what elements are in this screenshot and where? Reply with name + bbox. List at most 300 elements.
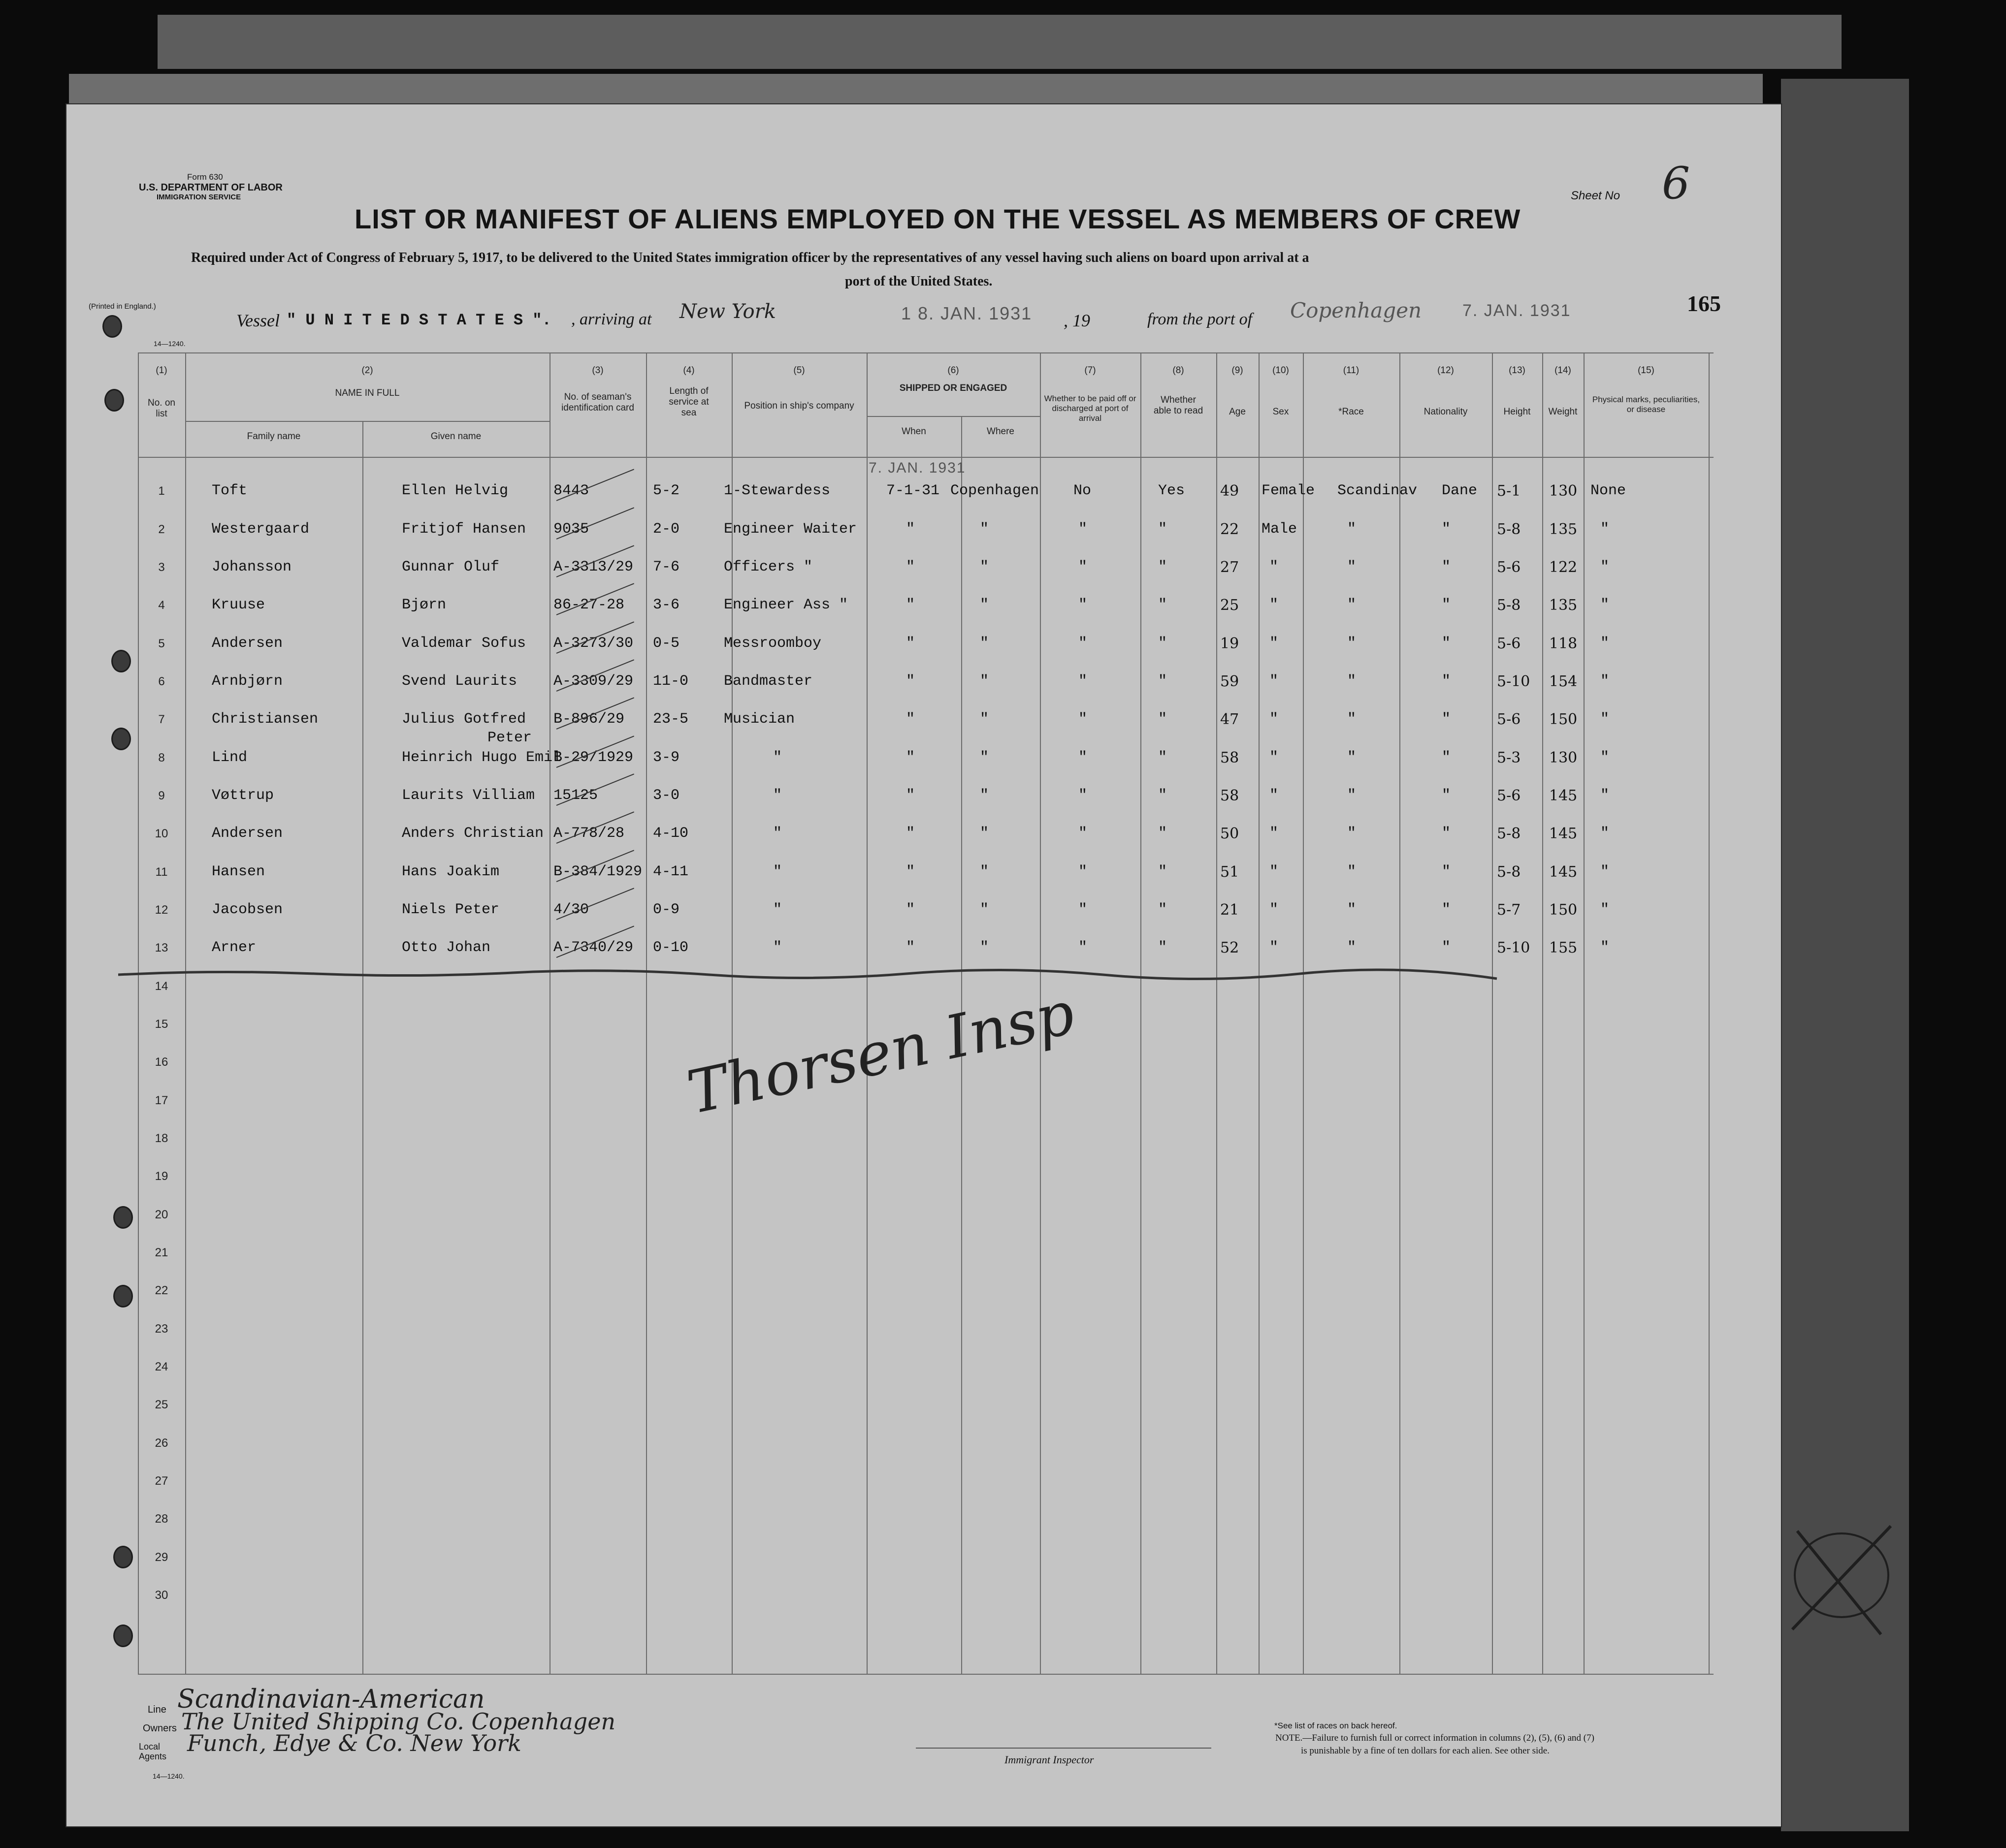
race: " xyxy=(1347,635,1357,652)
race: " xyxy=(1347,749,1357,766)
length-of-service: 11-0 xyxy=(653,673,689,690)
weight: 145 xyxy=(1549,825,1578,842)
height: 5-6 xyxy=(1497,787,1521,804)
age: 59 xyxy=(1220,673,1239,690)
col-3-label: No. of seaman's identification card xyxy=(561,392,634,413)
sex: " xyxy=(1269,863,1279,880)
sex: " xyxy=(1269,787,1279,804)
able-to-read: " xyxy=(1158,787,1167,804)
weight: 150 xyxy=(1549,711,1578,728)
nationality: " xyxy=(1442,863,1451,880)
col-rule xyxy=(867,352,868,1674)
id-card-number: 15125 xyxy=(553,787,598,804)
col-rule xyxy=(1259,352,1260,1674)
ship-position: Messroomboy xyxy=(724,635,822,652)
height: 5-8 xyxy=(1497,825,1521,842)
shipped-where: " xyxy=(980,787,989,804)
row-number: 29 xyxy=(155,1551,168,1564)
row-number: 3 xyxy=(158,561,165,574)
given-name: Bjørn xyxy=(402,597,447,613)
row-number: 17 xyxy=(155,1094,168,1107)
shipped-where: Copenhagen xyxy=(950,482,1039,499)
physical-marks: " xyxy=(1600,559,1610,575)
row-number: 7 xyxy=(158,713,165,726)
failure-note-2: is punishable by a fine of ten dollars for each alien. See other side. xyxy=(1301,1746,1550,1756)
shipped-where: " xyxy=(980,597,989,613)
id-card-number: 8443 xyxy=(553,482,589,499)
col-rule xyxy=(1216,352,1217,1674)
shipped-when: " xyxy=(906,635,915,652)
physical-marks: None xyxy=(1590,482,1626,499)
col-11-label: *Race xyxy=(1338,407,1364,417)
weight: 150 xyxy=(1549,901,1578,919)
shipped-when: " xyxy=(906,673,915,690)
weight: 135 xyxy=(1549,521,1578,538)
shipped-where: " xyxy=(980,559,989,575)
given-name: Julius Gotfred xyxy=(402,711,526,728)
col-15-label: Physical marks, peculiarities, or disease xyxy=(1592,395,1700,414)
given-name: Otto Johan xyxy=(402,939,491,956)
agents-value: Funch, Edye & Co. New York xyxy=(187,1730,521,1756)
shipped-when: " xyxy=(906,939,915,956)
family-name: Westergaard xyxy=(212,521,310,538)
row-number: 21 xyxy=(155,1246,168,1259)
age: 19 xyxy=(1220,635,1239,652)
paid-off: No xyxy=(1073,482,1092,499)
shipped-when: " xyxy=(906,749,915,766)
id-card-number: A-3273/30 xyxy=(553,635,634,652)
age: 27 xyxy=(1220,559,1239,576)
nationality: " xyxy=(1442,825,1451,842)
col-13-number: (13) xyxy=(1509,365,1525,376)
height: 5-10 xyxy=(1497,673,1530,690)
ship-position: " xyxy=(773,787,782,804)
weight: 145 xyxy=(1549,863,1578,881)
race: " xyxy=(1347,939,1357,956)
height: 5-6 xyxy=(1497,559,1521,576)
col-1-number: (1) xyxy=(156,365,167,376)
row-number: 5 xyxy=(158,637,165,650)
age: 22 xyxy=(1220,521,1239,538)
ship-position: Musician xyxy=(724,711,795,728)
col-10-number: (10) xyxy=(1272,365,1289,376)
nationality: " xyxy=(1442,673,1451,690)
shipped-when: " xyxy=(906,597,915,613)
row-number: 10 xyxy=(155,827,168,840)
id-card-number: A-778/28 xyxy=(553,825,625,842)
punch-hole xyxy=(113,1546,133,1568)
row-number: 1 xyxy=(158,484,165,498)
family-name: Kruuse xyxy=(212,597,265,613)
physical-marks: " xyxy=(1600,521,1610,538)
given-name: Anders Christian xyxy=(402,825,544,842)
row-number: 2 xyxy=(158,523,165,536)
col-rule xyxy=(1709,352,1710,1674)
row-number: 15 xyxy=(155,1018,168,1031)
height: 5-8 xyxy=(1497,521,1521,538)
ship-position: " xyxy=(773,749,782,766)
family-name: Lind xyxy=(212,749,248,766)
race: " xyxy=(1347,901,1357,918)
race: " xyxy=(1347,521,1357,538)
column-head-rule xyxy=(138,457,1714,458)
shipped-when: " xyxy=(906,559,915,575)
col-6-number: (6) xyxy=(947,365,959,376)
row-number: 26 xyxy=(155,1436,168,1450)
col-rule xyxy=(1140,352,1141,1674)
table-top-rule xyxy=(138,352,1714,353)
col-15-number: (15) xyxy=(1638,365,1654,376)
col-14-number: (14) xyxy=(1554,365,1571,376)
paid-off: " xyxy=(1078,825,1088,842)
failure-note-1: NOTE.—Failure to furnish full or correct information in columns (2), (5), (6) and (7) xyxy=(1275,1733,1594,1743)
ship-position: " xyxy=(773,939,782,956)
nationality: " xyxy=(1442,901,1451,918)
family-name: Toft xyxy=(212,482,248,499)
length-of-service: 0-10 xyxy=(653,939,689,956)
race: Scandinav xyxy=(1337,482,1418,499)
col-rule xyxy=(138,352,139,1674)
service-label: IMMIGRATION SERVICE xyxy=(157,193,241,201)
nationality: " xyxy=(1442,635,1451,652)
row-number: 24 xyxy=(155,1360,168,1373)
race: " xyxy=(1347,825,1357,842)
paid-off: " xyxy=(1078,597,1088,613)
races-note: *See list of races on back hereof. xyxy=(1274,1721,1397,1730)
age: 47 xyxy=(1220,711,1239,728)
able-to-read: " xyxy=(1158,521,1167,538)
family-name: Hansen xyxy=(212,863,265,880)
height: 5-10 xyxy=(1497,939,1530,956)
arriving-label: , arriving at xyxy=(571,310,652,328)
age: 50 xyxy=(1220,825,1239,842)
form-code: 14—1240. xyxy=(154,340,186,348)
back-sheet-1 xyxy=(158,15,1842,69)
row-number: 16 xyxy=(155,1055,168,1069)
given-name: Gunnar Oluf xyxy=(402,559,500,575)
physical-marks: " xyxy=(1600,863,1610,880)
shipped-where: " xyxy=(980,901,989,918)
weight: 135 xyxy=(1549,597,1578,614)
name-subhead-rule xyxy=(185,421,550,422)
height: 5-1 xyxy=(1497,482,1521,500)
paid-off: " xyxy=(1078,521,1088,538)
paid-off: " xyxy=(1078,787,1088,804)
length-of-service: 2-0 xyxy=(653,521,680,538)
able-to-read: " xyxy=(1158,863,1167,880)
document-title: LIST OR MANIFEST OF ALIENS EMPLOYED ON THE VESSEL AS MEMBERS OF CREW xyxy=(355,203,1521,234)
family-name: Arnbjørn xyxy=(212,673,283,690)
col-rule xyxy=(1584,352,1585,1674)
punch-hole xyxy=(111,728,131,750)
length-of-service: 0-9 xyxy=(653,901,680,918)
row-number: 20 xyxy=(155,1208,168,1221)
col-12-label: Nationality xyxy=(1424,407,1468,417)
punch-hole xyxy=(104,389,124,412)
page-number: 165 xyxy=(1687,291,1721,316)
length-of-service: 4-10 xyxy=(653,825,689,842)
row-number: 23 xyxy=(155,1322,168,1336)
race: " xyxy=(1347,673,1357,690)
col-7-label: Whether to be paid off or discharged at port of arrival xyxy=(1044,394,1136,423)
col-5-number: (5) xyxy=(793,365,805,376)
family-name: Christiansen xyxy=(212,711,319,728)
col-4-number: (4) xyxy=(683,365,695,376)
col-7-number: (7) xyxy=(1084,365,1096,376)
height: 5-6 xyxy=(1497,635,1521,652)
shipped-where: " xyxy=(980,635,989,652)
arrival-date-stamp: 1 8. JAN. 1931 xyxy=(901,303,1033,323)
physical-marks: " xyxy=(1600,711,1610,728)
length-of-service: 7-6 xyxy=(653,559,680,575)
owners-value: The United Shipping Co. Copenhagen xyxy=(181,1708,616,1735)
age: 21 xyxy=(1220,901,1239,919)
row-number: 13 xyxy=(155,941,168,955)
able-to-read: " xyxy=(1158,559,1167,575)
length-of-service: 4-11 xyxy=(653,863,689,880)
col-4-label: Length of service at sea xyxy=(669,386,709,418)
ship-position: Engineer Waiter xyxy=(724,521,857,538)
col-rule xyxy=(362,421,363,1674)
from-port: Copenhagen xyxy=(1290,298,1422,322)
col-9-label: Age xyxy=(1229,407,1246,417)
weight: 130 xyxy=(1549,749,1578,766)
length-of-service: 3-6 xyxy=(653,597,680,613)
punch-hole xyxy=(113,1285,133,1307)
paid-off: " xyxy=(1078,673,1088,690)
age: 58 xyxy=(1220,787,1239,804)
col-12-number: (12) xyxy=(1437,365,1454,376)
age: 58 xyxy=(1220,749,1239,766)
required-line-1: Required under Act of Congress of February 5, 1917, to be delivered to the United States immigration officer by the representatives of any vessel having such aliens on board upon arrival at a xyxy=(191,250,1309,265)
ship-position: Officers " xyxy=(724,559,813,575)
physical-marks: " xyxy=(1600,825,1610,842)
col-6-label: SHIPPED OR ENGAGED xyxy=(899,383,1007,393)
id-card-number: 9035 xyxy=(553,521,589,538)
length-of-service: 23-5 xyxy=(653,711,689,728)
col-2-number: (2) xyxy=(361,365,373,376)
row-number: 28 xyxy=(155,1512,168,1526)
nationality: Dane xyxy=(1442,482,1478,499)
family-name: Andersen xyxy=(212,635,283,652)
weight: 122 xyxy=(1549,559,1578,576)
vessel-name: " U N I T E D S T A T E S ". xyxy=(287,311,551,329)
shipped-where: " xyxy=(980,749,989,766)
col-2a-label: Family name xyxy=(247,431,301,442)
family-name: Johansson xyxy=(212,559,292,575)
given-name: Valdemar Sofus xyxy=(402,635,526,652)
shipped-where: " xyxy=(980,521,989,538)
able-to-read: " xyxy=(1158,673,1167,690)
weight: 155 xyxy=(1549,939,1578,956)
age: 51 xyxy=(1220,863,1239,881)
shipped-where: " xyxy=(980,711,989,728)
age: 25 xyxy=(1220,597,1239,614)
col-8-label: Whether able to read xyxy=(1153,395,1203,416)
shipped-when: 7-1-31 xyxy=(886,482,940,499)
paid-off: " xyxy=(1078,749,1088,766)
able-to-read: " xyxy=(1158,939,1167,956)
sex: " xyxy=(1269,635,1279,652)
paid-off: " xyxy=(1078,711,1088,728)
shipped-when: " xyxy=(906,521,915,538)
physical-marks: " xyxy=(1600,787,1610,804)
race: " xyxy=(1347,863,1357,880)
id-card-number: B-896/29 xyxy=(553,711,625,728)
length-of-service: 3-9 xyxy=(653,749,680,766)
shipped-when: " xyxy=(906,901,915,918)
id-card-number: 4/30 xyxy=(553,901,589,918)
id-card-number: A-3309/29 xyxy=(553,673,634,690)
sheet-number: 6 xyxy=(1662,158,1690,209)
physical-marks: " xyxy=(1600,673,1610,690)
height: 5-6 xyxy=(1497,711,1521,728)
given-name: Laurits Villiam xyxy=(402,787,535,804)
able-to-read: " xyxy=(1158,749,1167,766)
height: 5-7 xyxy=(1497,901,1521,919)
able-to-read: " xyxy=(1158,635,1167,652)
family-name: Jacobsen xyxy=(212,901,283,918)
sex: Female xyxy=(1262,482,1315,499)
from-port-label: from the port of xyxy=(1147,310,1253,328)
inspector-label: Immigrant Inspector xyxy=(1004,1753,1094,1766)
row-number: 27 xyxy=(155,1474,168,1488)
nationality: " xyxy=(1442,787,1451,804)
row-number: 9 xyxy=(158,789,165,802)
length-of-service: 3-0 xyxy=(653,787,680,804)
shipped-when: " xyxy=(906,711,915,728)
sex: " xyxy=(1269,749,1279,766)
back-sheet-2 xyxy=(69,74,1763,108)
col-2b-label: Given name xyxy=(430,431,482,442)
required-line-2: port of the United States. xyxy=(845,274,993,289)
col-rule xyxy=(185,352,186,1674)
vessel-label: Vessel xyxy=(236,311,280,330)
col-rule xyxy=(1399,352,1400,1674)
sex: " xyxy=(1269,711,1279,728)
physical-marks: " xyxy=(1600,901,1610,918)
given-name: Ellen Helvig xyxy=(402,482,509,499)
col-14-label: Weight xyxy=(1548,407,1578,417)
punch-hole xyxy=(113,1625,133,1647)
able-to-read: Yes xyxy=(1158,482,1185,499)
ship-position: Engineer Ass " xyxy=(724,597,848,613)
race: " xyxy=(1347,597,1357,613)
col-9-number: (9) xyxy=(1231,365,1243,376)
col-2-label: NAME IN FULL xyxy=(335,388,400,398)
punch-hole xyxy=(113,1206,133,1229)
able-to-read: " xyxy=(1158,711,1167,728)
row-number: 8 xyxy=(158,751,165,765)
nationality: " xyxy=(1442,711,1451,728)
ship-position: Bandmaster xyxy=(724,673,813,690)
weight: 154 xyxy=(1549,673,1578,690)
id-card-number: A-3313/29 xyxy=(553,559,634,575)
family-name: Andersen xyxy=(212,825,283,842)
family-name: Vøttrup xyxy=(212,787,274,804)
id-card-number: B-384/1929 xyxy=(553,863,643,880)
sex: " xyxy=(1269,939,1279,956)
race: " xyxy=(1347,559,1357,575)
arriving-at: New York xyxy=(679,300,776,323)
given-name: Niels Peter xyxy=(402,901,500,918)
col-11-number: (11) xyxy=(1343,365,1359,376)
row-number: 11 xyxy=(155,865,168,879)
able-to-read: " xyxy=(1158,901,1167,918)
inspector-signature: Thorsen Insp xyxy=(681,979,1080,1128)
weight: 130 xyxy=(1549,482,1578,500)
physical-marks: " xyxy=(1600,597,1610,613)
able-to-read: " xyxy=(1158,597,1167,613)
table-bottom-rule xyxy=(138,1674,1714,1675)
weight: 145 xyxy=(1549,787,1578,804)
ship-position: " xyxy=(773,901,782,918)
col-5-label: Position in ship's company xyxy=(744,401,854,411)
ship-position: 1-Stewardess xyxy=(724,482,831,499)
x-mark xyxy=(1782,1516,1901,1644)
paid-off: " xyxy=(1078,863,1088,880)
weight: 118 xyxy=(1549,635,1578,652)
department-label: U.S. DEPARTMENT OF LABOR xyxy=(139,182,283,193)
shipped-when: " xyxy=(906,787,915,804)
sex: " xyxy=(1269,559,1279,575)
row-number: 18 xyxy=(155,1132,168,1145)
line-value: Scandinavian-American xyxy=(177,1685,485,1714)
sex: " xyxy=(1269,825,1279,842)
able-to-read: " xyxy=(1158,825,1167,842)
col-rule xyxy=(1542,352,1543,1674)
given-name: Svend Laurits xyxy=(402,673,518,690)
col-rule xyxy=(1303,352,1304,1674)
sex: " xyxy=(1269,901,1279,918)
col-3-number: (3) xyxy=(592,365,604,376)
shipped-where: " xyxy=(980,939,989,956)
col-13-label: Height xyxy=(1503,407,1531,417)
age: 49 xyxy=(1220,482,1239,500)
physical-marks: " xyxy=(1600,749,1610,766)
departure-date-stamp: 7. JAN. 1931 xyxy=(1462,301,1571,320)
punch-hole xyxy=(111,650,131,672)
race: " xyxy=(1347,711,1357,728)
nationality: " xyxy=(1442,559,1451,575)
row-number: 4 xyxy=(158,599,165,612)
height: 5-3 xyxy=(1497,749,1521,766)
end-of-list-line xyxy=(118,965,1517,985)
col-rule xyxy=(646,352,647,1674)
form-number: Form 630 xyxy=(187,172,223,182)
row-number: 12 xyxy=(155,903,168,917)
paid-off: " xyxy=(1078,901,1088,918)
agents-label: Local Agents xyxy=(139,1742,167,1761)
sex: " xyxy=(1269,597,1279,613)
id-card-number: A-7340/29 xyxy=(553,939,634,956)
row-number: 14 xyxy=(155,980,168,993)
col-8-number: (8) xyxy=(1172,365,1184,376)
shipped-when: " xyxy=(906,825,915,842)
age: 52 xyxy=(1220,939,1239,956)
paid-off: " xyxy=(1078,939,1088,956)
line-label: Line xyxy=(148,1704,166,1715)
printed-in-label: (Printed in England.) xyxy=(89,302,156,311)
length-of-service: 5-2 xyxy=(653,482,680,499)
shipped-where: " xyxy=(980,825,989,842)
given-name-addition: Peter xyxy=(487,730,532,746)
row-number: 19 xyxy=(155,1170,168,1183)
height: 5-8 xyxy=(1497,597,1521,614)
given-name: Fritjof Hansen xyxy=(402,521,526,538)
given-name: Hans Joakim xyxy=(402,863,500,880)
row-number: 6 xyxy=(158,675,165,688)
